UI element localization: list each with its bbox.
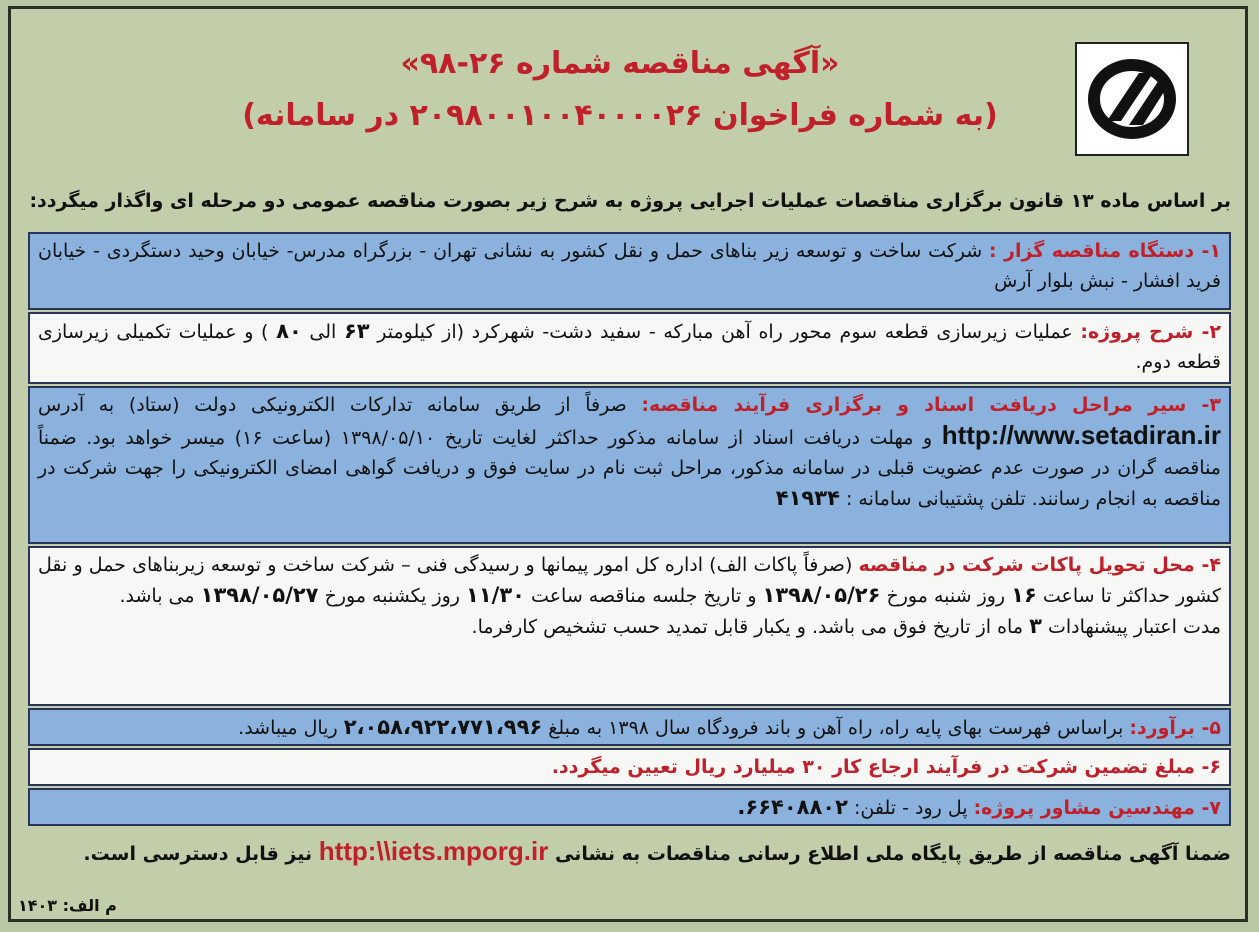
section-5-text-b: ریال میباشد. bbox=[238, 717, 338, 739]
km-from: ۶۳ bbox=[343, 319, 370, 343]
section-7 bbox=[28, 788, 1231, 826]
iets-link[interactable]: http:\\iets.mporg.ir bbox=[318, 836, 549, 866]
section-1-label: ۱- دستگاه مناقصه گزار : bbox=[989, 240, 1221, 262]
section-7-label: ۷- مهندسین مشاور پروژه: bbox=[973, 797, 1221, 819]
section-5 bbox=[28, 708, 1231, 746]
validity-months: ۳ bbox=[1029, 614, 1042, 638]
setadiran-link[interactable]: http://www.setadiran.ir bbox=[941, 420, 1221, 450]
section-5-label: ۵- برآورد: bbox=[1129, 717, 1221, 739]
footer-text-a: ضمنا آگهی مناقصه از طریق پایگاه ملی اطلاع رسانی مناقصات به نشانی bbox=[555, 843, 1231, 865]
section-2-text-c: ) و عملیات تکمیلی زیرسازی قطعه دوم. bbox=[38, 321, 1221, 373]
section-3-text-a: صرفاً از طریق سامانه تدارکات الکترونیکی دولت (ستاد) به آدرس bbox=[38, 394, 627, 416]
validity-text-a: مدت اعتبار پیشنهادات bbox=[1047, 616, 1221, 638]
section-7-text-a: پل رود - تلفن: bbox=[854, 797, 968, 819]
section-4-label: ۴- محل تحویل پاکات شرکت در مناقصه bbox=[858, 554, 1221, 576]
notice-call-number: (به شماره فراخوان ۲۰۹۸۰۰۱۰۰۴۰۰۰۰۲۶ در سامانه) bbox=[242, 98, 998, 133]
km-to: ۸۰ bbox=[276, 319, 302, 343]
delivery-hour: ۱۶ bbox=[1011, 583, 1037, 607]
ad-code: م الف: ۱۴۰۳ bbox=[18, 896, 117, 915]
intro-text: بر اساس ماده ۱۳ قانون برگزاری مناقصات عملیات اجرایی پروژه به شرح زیر بصورت مناقصه عمومی دو مرحله ای واگذار میگردد: bbox=[29, 190, 1231, 212]
section-4-text-c: و تاریخ جلسه مناقصه ساعت bbox=[531, 585, 757, 607]
logo-mark-icon bbox=[1087, 59, 1177, 139]
section-3 bbox=[28, 386, 1231, 544]
delivery-date: ۱۳۹۸/۰۵/۲۶ bbox=[762, 583, 881, 607]
notice-title: «آگهی مناقصه شماره ۲۶-۹۸» bbox=[400, 46, 840, 81]
session-hour: ۱۱/۳۰ bbox=[466, 583, 525, 607]
section-4-text-d: روز یکشنبه مورخ bbox=[324, 585, 460, 607]
section-3-label: ۳- سیر مراحل دریافت اسناد و برگزاری فرآیند مناقصه: bbox=[641, 394, 1221, 416]
section-4-text-a: (صرفاً پاکات الف) اداره کل امور پیمانها و رسیدگی فنی – شرکت ساخت و توسعه زیربناهای حمل و نقل کشور حداکثر تا ساعت bbox=[38, 554, 1221, 607]
footer-text-b: نیز قابل دسترسی است. bbox=[83, 843, 313, 865]
validity-text-b: ماه از تاریخ فوق می باشد. و یکبار قابل تمدید حسب تشخیص کارفرما. bbox=[471, 616, 1024, 638]
section-1 bbox=[28, 232, 1231, 310]
section-4-text-b: روز شنبه مورخ bbox=[886, 585, 1006, 607]
footer-note bbox=[28, 836, 1231, 867]
section-5-text-a: براساس فهرست بهای پایه راه، راه آهن و باند فرودگاه سال ۱۳۹۸ به مبلغ bbox=[548, 717, 1124, 739]
session-date: ۱۳۹۸/۰۵/۲۷ bbox=[200, 583, 319, 607]
section-2 bbox=[28, 312, 1231, 384]
estimate-amount: ۲،۰۵۸،۹۲۲،۷۷۱،۹۹۶ bbox=[343, 715, 543, 739]
section-4 bbox=[28, 546, 1231, 706]
support-phone: ۴۱۹۳۴ bbox=[775, 486, 840, 510]
section-2-text-a: عملیات زیرسازی قطعه سوم محور راه آهن مبارکه - سفید دشت- شهرکرد (از کیلومتر bbox=[377, 321, 1073, 343]
section-6 bbox=[28, 748, 1231, 786]
section-3-text-b: و مهلت دریافت اسناد از سامانه مذکور حداکثر لغایت تاریخ ۱۳۹۸/۰۵/۱۰ (ساعت ۱۶) میسر خواهد بود. ضمناً مناقصه گران در صورت عدم عضویت قبلی در سامانه مذکور، مراحل ثبت نام در سایت فوق و دریافت گواهی امضای الکترونیکی را جهت شرکت در مناقصه به انجام رسانند. تلفن پشتیبانی سامانه : bbox=[38, 427, 1221, 510]
section-2-label: ۲- شرح پروژه: bbox=[1080, 321, 1221, 343]
section-1-text: شرکت ساخت و توسعه زیر بناهای حمل و نقل کشور به نشانی تهران - بزرگراه مدرس- خیابان وحید دستگردی - خیابان فرید افشار - نبش بلوار آرش bbox=[38, 240, 1221, 292]
organization-logo bbox=[1075, 42, 1189, 156]
consultant-phone: ۶۶۴۰۸۸۰۲. bbox=[737, 795, 848, 819]
section-6-text: ۶- مبلغ تضمین شرکت در فرآیند ارجاع کار ۳۰ میلیارد ریال تعیین میگردد. bbox=[551, 756, 1221, 778]
section-2-text-b: الی bbox=[309, 321, 337, 343]
section-4-text-e: می باشد. bbox=[119, 585, 195, 607]
